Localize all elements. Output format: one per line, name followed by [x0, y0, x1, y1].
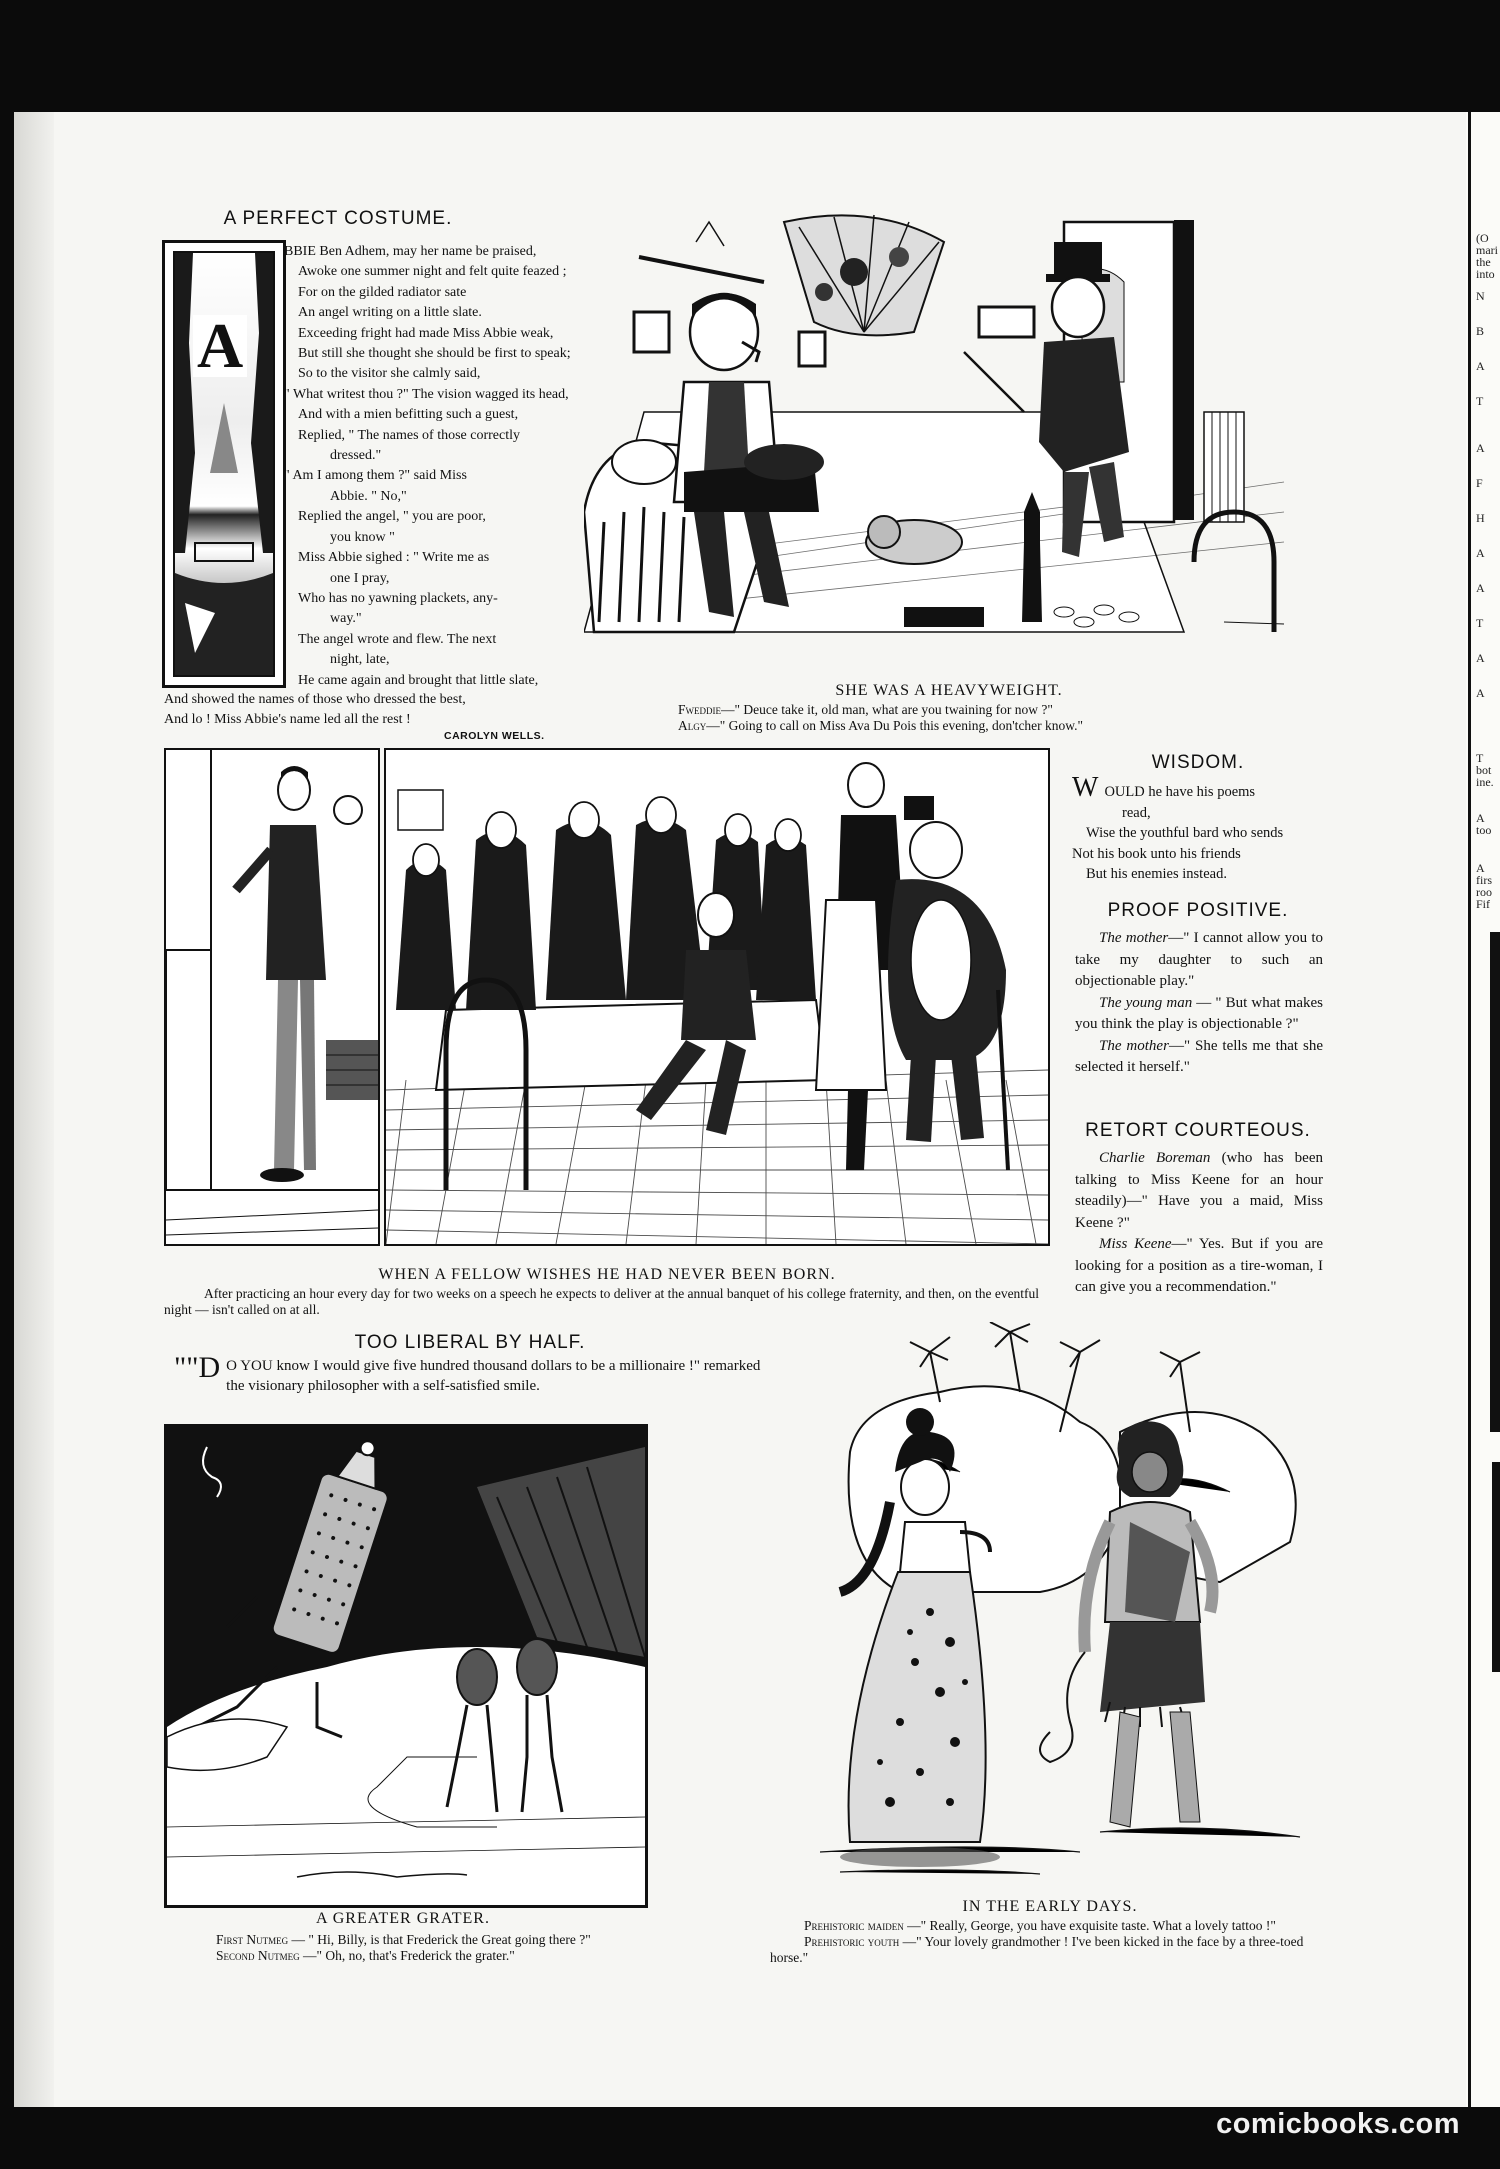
- poem-line: For on the gilded radiator sate: [298, 284, 467, 300]
- dialogue-line: — " Hi, Billy, is that Frederick the Great going there ?": [288, 1932, 591, 1947]
- dialogue-line: —" Going to call on Miss Ava Du Pois this evening, don'tcher know.": [706, 718, 1084, 733]
- dialogue-line: —" She tells me that she selected it herself.": [1075, 1037, 1324, 1075]
- poem-line: night, late,: [330, 652, 390, 668]
- dialogue-line: —" Really, George, you have exquisite taste. What a lovely tattoo !": [903, 1918, 1276, 1933]
- wisdom-title: WISDOM.: [1151, 752, 1245, 773]
- early-days-dialogue: [770, 1918, 1336, 1966]
- drop-cap-letter: A: [193, 315, 247, 377]
- heavyweight-dialogue: [678, 702, 1318, 734]
- wisdom-drop-letter: W: [1072, 772, 1099, 803]
- poem-line: He came again and brought that little slate,: [298, 672, 539, 688]
- dialogue-line: —" Yes. But if you are looking for a position as a tire-woman, I can give you a recommendation.": [1075, 1236, 1323, 1295]
- proof-body: [1075, 928, 1323, 1079]
- poem-line: way.": [330, 611, 362, 627]
- dialogue-line: —" Deuce take it, old man, what are you twaining for now ?": [721, 702, 1053, 717]
- poem-line: you know ": [330, 529, 395, 545]
- speaker-algy: Algy: [678, 718, 707, 733]
- early-days-illustration: [780, 1322, 1320, 1892]
- poem-title: A PERFECT COSTUME.: [223, 208, 453, 229]
- fellow-panel-banquet: [384, 748, 1050, 1246]
- poem-line: Awoke one summer night and felt quite feazed ;: [298, 264, 567, 280]
- poem-line: So to the visitor she calmly said,: [298, 366, 481, 382]
- poem-line: Who has no yawning plackets, any-: [298, 590, 498, 606]
- poem-line: And with a mien befitting such a guest,: [298, 407, 519, 423]
- retort-title: RETORT COURTEOUS.: [1085, 1120, 1311, 1141]
- speaker-first-nutmeg: First Nutmeg: [216, 1932, 289, 1947]
- poem-line: But his enemies instead.: [1086, 866, 1227, 882]
- poem-line: Replied, " The names of those correctly: [298, 427, 520, 443]
- fellow-panel-left: [164, 748, 380, 1246]
- dialogue-line: (who has been talking to Miss Keene for an hour steadily)—" Have you a maid, Miss Keene ?": [1075, 1150, 1323, 1231]
- poem-line: one I pray,: [330, 570, 390, 586]
- drop-cap-illustration: [162, 240, 286, 688]
- poem-line: The angel wrote and flew. The next: [298, 631, 497, 647]
- grater-illustration: [164, 1424, 648, 1908]
- poem-line: But still she thought she should be first to speak;: [298, 346, 571, 362]
- dialogue-line: —" I cannot allow you to take my daughter to such an objectionable play.": [1075, 930, 1323, 989]
- poem-line: And showed the names of those who dressed the best,: [164, 692, 466, 707]
- dialogue-line: —" Your lovely grandmother ! I've been kicked in the face by a three-toed horse.": [770, 1934, 1304, 1965]
- poem-tail: [164, 690, 634, 731]
- liberal-text: [174, 1351, 774, 1396]
- speaker-prehistoric-youth: Prehistoric youth: [804, 1934, 900, 1949]
- poem-line: Abbie. " No,": [330, 488, 407, 504]
- poem-line: Exceeding fright had made Miss Abbie weak,: [298, 325, 554, 341]
- wisdom-poem: [1072, 772, 1326, 885]
- fellow-caption: WHEN A FELLOW WISHES HE HAD NEVER BEEN BORN.: [378, 1266, 836, 1283]
- grater-caption: A GREATER GRATER.: [316, 1910, 490, 1927]
- poem-line: BBIE Ben Adhem, may her name be praised,: [284, 244, 537, 259]
- poem-line: Replied the angel, " you are poor,: [298, 509, 486, 525]
- speaker-prehistoric-maiden: Prehistoric maiden: [804, 1918, 904, 1933]
- poem-line: Not his book unto his friends: [1072, 845, 1241, 862]
- fellow-text: After practicing an hour every day for two weeks on a speech he expects to deliver at the annual banquet of his college fraternity, and then, on the eventful night — isn't called on at all.: [164, 1286, 1040, 1317]
- poem-line: " Am I among them ?" said Miss: [284, 468, 467, 484]
- page-gutter-shadow: [14, 112, 54, 2107]
- speaker-young-man: The young man: [1099, 994, 1193, 1011]
- speaker-mother: The mother: [1099, 930, 1169, 946]
- heavyweight-illustration: [584, 212, 1314, 644]
- liberal-body: O YOU know I would give five hundred thousand dollars to be a millionaire !" remarked the visionary philosopher with a self-satisfied smile.: [226, 1358, 761, 1394]
- heavyweight-caption: SHE WAS A HEAVYWEIGHT.: [835, 682, 1063, 699]
- adjacent-page-edge: (O mari the into N B A T A F H A A T A A T bot ine. A too A firs roo Fif: [1466, 112, 1500, 2107]
- liberal-title: TOO LIBERAL BY HALF.: [354, 1332, 586, 1353]
- speaker-mother: The mother: [1099, 1037, 1169, 1054]
- speaker-second-nutmeg: Second Nutmeg: [216, 1948, 300, 1963]
- speaker-charlie: Charlie Boreman: [1099, 1150, 1211, 1166]
- grater-dialogue: [182, 1932, 652, 1964]
- poem-body: [284, 242, 634, 691]
- poem-line: " What writest thou ?" The vision wagged its head,: [284, 386, 569, 402]
- poem-line: Miss Abbie sighed : " Write me as: [298, 550, 490, 566]
- poem-line: OULD he have his poems: [1104, 784, 1256, 800]
- poem-line: And lo ! Miss Abbie's name led all the rest !: [164, 712, 411, 728]
- early-days-caption: IN THE EARLY DAYS.: [962, 1898, 1138, 1915]
- retort-body: [1075, 1148, 1323, 1299]
- dialogue-line: —" Oh, no, that's Frederick the grater.": [299, 1948, 515, 1963]
- proof-title: PROOF POSITIVE.: [1107, 900, 1289, 921]
- watermark-text: comicbooks.com: [1216, 2108, 1460, 2140]
- speaker-fweddie: Fweddie: [678, 702, 721, 717]
- poem-line: read,: [1122, 804, 1151, 821]
- poem-line: Wise the youthful bard who sends: [1086, 825, 1284, 841]
- poem-author: CAROLYN WELLS.: [444, 730, 545, 742]
- poem-line: An angel writing on a little slate.: [298, 305, 482, 321]
- dialogue-line: — " But what makes you think the play is objectionable ?": [1075, 994, 1323, 1032]
- poem-line: dressed.": [330, 448, 382, 464]
- speaker-miss-keene: Miss Keene: [1099, 1236, 1172, 1252]
- liberal-drop-letter: ""D: [174, 1351, 221, 1384]
